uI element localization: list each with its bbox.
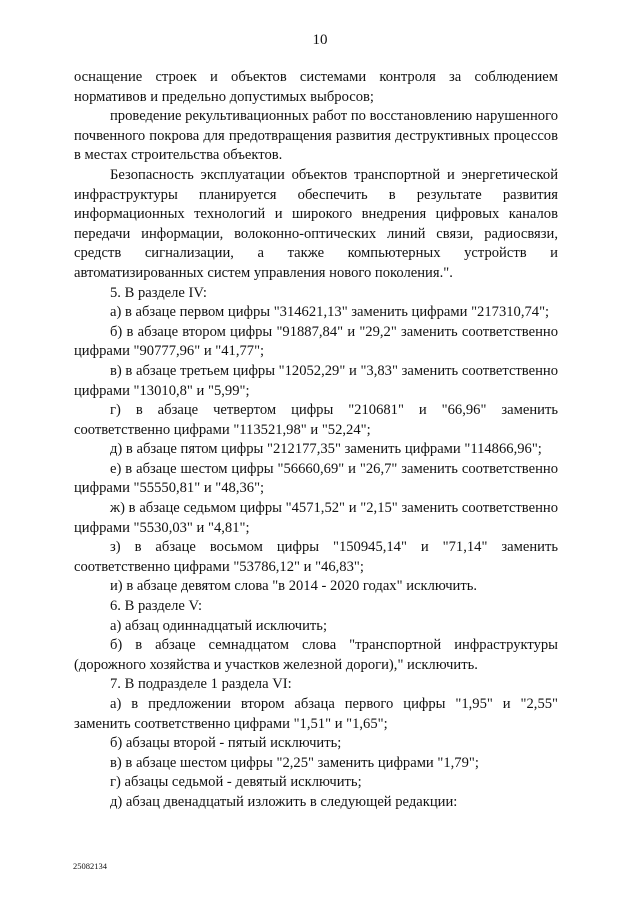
paragraph: б) абзацы второй - пятый исключить; (110, 735, 342, 752)
paragraph: проведение рекультивационных работ по восстановлению нарушенного почвенного покрова для предотвращения развития деструктивных процессов в местах строительства объектов. (74, 108, 558, 164)
paragraph: в) в абзаце шестом цифры "2,25" заменить цифрами "1,79"; (110, 754, 479, 771)
paragraph: ж) в абзаце седьмом цифры "4571,52" и "2,15" заменить соответственно цифрами "5530,03" и "4,81"; (74, 500, 558, 536)
paragraph: з) в абзаце восьмом цифры "150945,14" и "71,14" заменить соответственно цифрами "53786,12" и "46,83"; (74, 539, 558, 575)
paragraph: Безопасность эксплуатации объектов транспортной и энергетической инфраструктуры планируется обеспечить в результате развития информационных технологий и широкого внедрения цифровых каналов передачи информации, волоконно-оптических линий связи, радиосвязи, средств сигнализации, а также компьютерных устройств и автоматизированных систем управления нового поколения.". (74, 166, 558, 281)
paragraph: а) в абзаце первом цифры "314621,13" заменить цифрами "217310,74"; (110, 304, 550, 321)
paragraph: д) абзац двенадцатый изложить в следующей редакции: (110, 793, 458, 810)
paragraph: е) в абзаце шестом цифры "56660,69" и "26,7" заменить соответственно цифрами "55550,81" и "48,36"; (74, 460, 558, 497)
paragraph: г) в абзаце четвертом цифры "210681" и "66,96" заменить соответственно цифрами "113521,98" и "52,24"; (74, 402, 558, 438)
paragraph: д) в абзаце пятом цифры "212177,35" заменить цифрами "114866,96"; (110, 441, 542, 458)
paragraph: а) в предложении втором абзаца первого цифры "1,95" и "2,55" заменить соответственно цифрами "1,51" и "1,65"; (74, 696, 558, 732)
paragraph: б) в абзаце семнадцатом слова "транспортной инфраструктуры (дорожного хозяйства и участков железной дороги)," исключить. (74, 637, 558, 673)
paragraph: г) абзацы седьмой - девятый исключить; (110, 774, 362, 791)
paragraph: а) абзац одиннадцатый исключить; (110, 617, 328, 634)
page-number: 10 (312, 32, 328, 48)
footer-code: 25082134 (73, 861, 107, 871)
paragraph: и) в абзаце девятом слова "в 2014 - 2020 годах" исключить. (110, 578, 478, 595)
paragraph: в) в абзаце третьем цифры "12052,29" и "3,83" заменить соответственно цифрами "13010,8" и "5,99"; (74, 362, 558, 399)
paragraph: оснащение строек и объектов системами контроля за соблюдением нормативов и предельно допустимых выбросов; (74, 69, 558, 105)
document-body (74, 68, 558, 813)
paragraph: 5. В разделе IV: (110, 284, 207, 301)
paragraph: б) в абзаце втором цифры "91887,84" и "29,2" заменить соответственно цифрами "90777,96" и "41,77"; (74, 323, 558, 360)
paragraph: 6. В разделе V: (110, 598, 203, 615)
paragraph: 7. В подразделе 1 раздела VI: (110, 676, 292, 693)
